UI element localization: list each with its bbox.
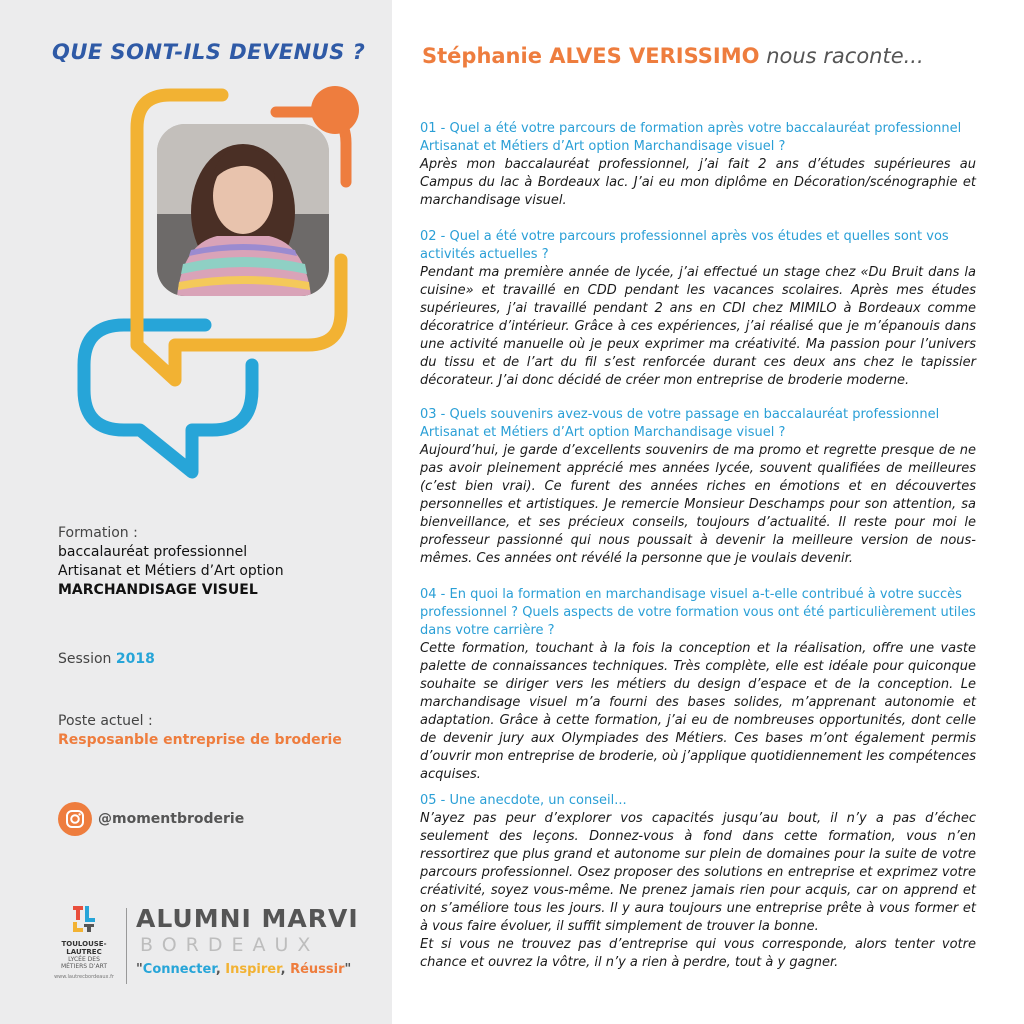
- lycee-name: TOULOUSE-LAUTREC: [61, 940, 107, 956]
- question-3: 03 - Quels souvenirs avez-vous de votre passage en baccalauréat professionnel Artisanat et Métiers d’Art option Marchandisage visuel ?: [420, 407, 940, 440]
- alumni-marvi: ALUMNI MARVI: [136, 904, 359, 933]
- heading-tagline: nous raconte...: [766, 44, 924, 68]
- lycee-url: www.lautrecbordeaux.fr: [54, 974, 114, 980]
- poste-block: [58, 712, 342, 750]
- formation-label: Formation :: [58, 525, 138, 541]
- question-2: 02 - Quel a été votre parcours professionnel après vos études et quelles sont vos activités actuelles ?: [420, 229, 949, 262]
- instagram-icon: [58, 802, 92, 836]
- bordeaux-wordmark: BORDEAUX: [140, 934, 320, 956]
- logo-divider: [126, 908, 127, 984]
- question-5: 05 - Une anecdote, un conseil...: [420, 793, 627, 808]
- question-1: 01 - Quel a été votre parcours de formation après votre baccalauréat professionnel Artisanat et Métiers d’Art option Marchandisage visuel ?: [420, 121, 962, 154]
- poste-value: Resposanble entreprise de broderie: [58, 732, 342, 748]
- instagram-link[interactable]: [58, 802, 244, 836]
- qa-block-3: [420, 406, 976, 568]
- formation-line2: Artisanat et Métiers d’Art option: [58, 563, 284, 579]
- answer-5: N’ayez pas peur d’explorer vos capacités jusqu’au bout, il n’y a pas d’échec seulement des leçons. Donnez-vous à fond dans cette formation, vous n’en ressortirez que plus grand et autonome sur plein de domaines pour la suite de votre parcours professionnel. Osez proposer des solutions en entreprise et exprimez votre créativité, soyez vous-même. Ne prenez jamais rien pour acquis, car on apprend et on s’améliore tous les jours. Il y aura toujours une entreprise prête à vous former et à vous faire évoluer, il suffit simplement de trouver la bonne.: [420, 811, 976, 934]
- answer-5-closing: Et si vous ne trouvez pas d’entreprise qui vous corresponde, alors tenter votre chance et ouvrez la vôtre, il n’y a rien à perdre, tout à y gagner.: [420, 937, 976, 970]
- session-block: [58, 650, 155, 669]
- slogan-inspirer: Inspirer: [225, 962, 281, 977]
- toulouse-lautrec-logo: [44, 904, 124, 980]
- lycee-sub2: MÉTIERS D’ART: [60, 963, 108, 970]
- session-year: 2018: [115, 651, 155, 667]
- answer-4: Cette formation, touchant à la fois la conception et la réalisation, offre une vaste palette de connaissances techniques. Très complète, elle est idéale pour quiconque souhaite se diriger vers les métiers du design d’espace et de la conception. Le marchandisage visuel m’a fourni des bases solides, m’apprenant autonomie et adaptation. Grâce à cette formation, j’ai eu de nombreuses opportunités, dont celle de devenir jury aux Olympiades des Métiers. Ces bases m’ont également permis d’ouvrir mon entreprise de broderie, où j’applique quotidiennement les compétences acquises.: [420, 641, 976, 782]
- answer-3: Aujourd’hui, je garde d’excellents souvenirs de ma promo et regrette presque de ne pas avoir pleinement apprécié mes années lycée, souvent qualifiées de meilleures (c’est bien vrai). Ce furent des années riches en émotions et en découvertes personnelles et artistiques. Je remercie Monsieur Deschamps pour son attention, sa bienveillance, et ses précieux conseils, toujours d’actualité. Il reste pour moi le professeur passionné qui nous poussait à devenir la meilleure version de nous-mêmes. Ces années ont révélé la personne que je voulais devenir.: [420, 443, 976, 566]
- person-name: Stéphanie ALVES VERISSIMO: [422, 44, 760, 68]
- lycee-sub1: LYCÉE DES: [68, 956, 100, 963]
- question-4: 04 - En quoi la formation en marchandisage visuel a-t-elle contribué à votre succès professionnel ? Quels aspects de votre formation vous ont été particulièrement utiles dans votre carrière ?: [420, 587, 976, 638]
- qa-block-4: [420, 586, 976, 784]
- logos-block: [44, 904, 374, 994]
- formation-line3: MARCHANDISAGE VISUEL: [58, 582, 258, 598]
- formation-line1: baccalauréat professionnel: [58, 544, 248, 560]
- qa-block-5: [420, 792, 976, 972]
- left-panel: [0, 0, 392, 1024]
- instagram-handle: @momentbroderie: [98, 811, 245, 827]
- qa-block-2: [420, 228, 976, 390]
- portrait-photo: [157, 124, 329, 296]
- answer-1: Après mon baccalauréat professionnel, j’ai fait 2 ans d’études supérieures au Campus du lac à Bordeaux lac. J’ai eu mon diplôme en Décoration/scénographie et marchandisage visuel.: [420, 157, 976, 208]
- answer-2: Pendant ma première année de lycée, j’ai effectué un stage chez «Du Bruit dans la cuisine» et travaillé en CDD pendant les vacances scolaires. Après mes études supérieures, j’ai travaillé pendant 2 ans en CDI chez MIMILO à Bordeaux comme décoratrice d’intérieur. Grâce à ces expériences, j’ai réalisé que je m’épanouis dans une activité manuelle où je peux exprimer ma créativité. Ma passion pour l’univers du tissu et de l’art du fil s’est renforcée durant ces deux ans chez le tapissier décorateur. J’ai donc décidé de créer mon entreprise de broderie moderne.: [420, 265, 976, 388]
- slogan-reussir: Réussir: [290, 962, 345, 977]
- slogan: "Connecter, Inspirer, Réussir": [136, 962, 352, 977]
- left-title: QUE SONT-ILS DEVENUS ?: [52, 40, 366, 64]
- formation-block: [58, 524, 284, 600]
- qa-block-1: [420, 120, 976, 210]
- page-heading: [422, 44, 924, 68]
- slogan-connecter: Connecter: [142, 962, 216, 977]
- session-label: Session: [58, 651, 112, 667]
- poste-label: Poste actuel :: [58, 713, 153, 729]
